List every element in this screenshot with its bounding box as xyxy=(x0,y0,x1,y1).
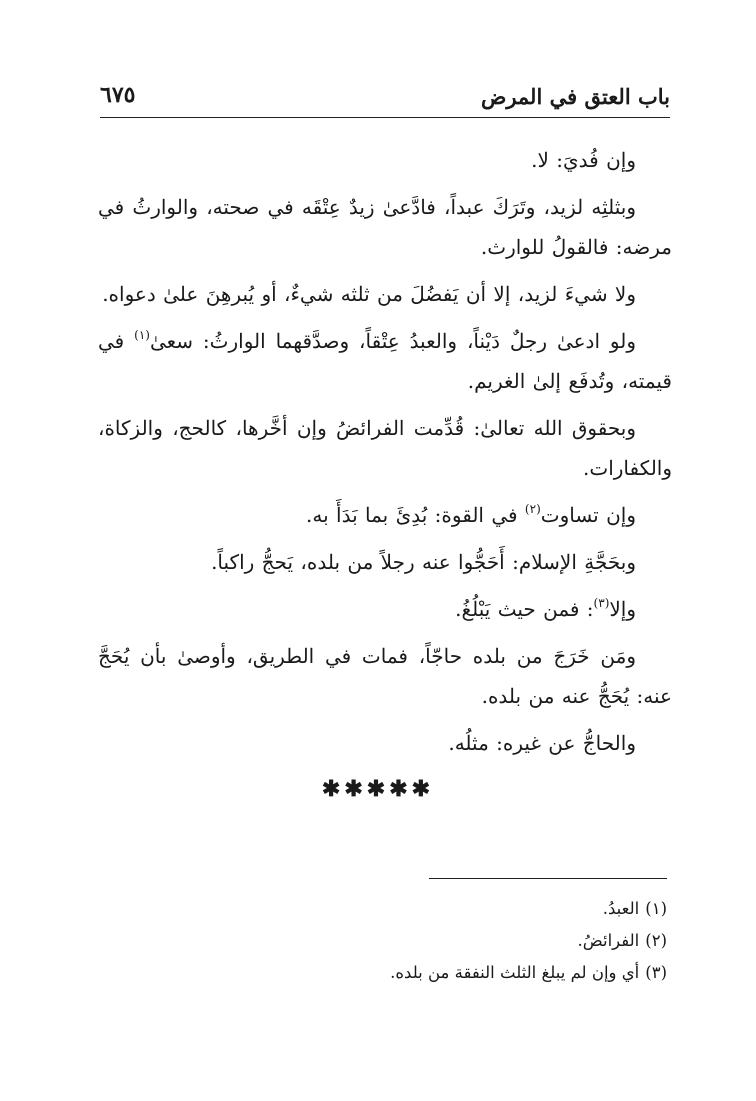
paragraph: ولو ادعىٰ رجلٌ دَيْناً، والعبدُ عِتْقاً، وصدَّقهما الوارثُ: سعىٰ$^{(١)}$ في قيمته، وتُدفَع إلىٰ الغريم. xyxy=(98,328,672,393)
running-header xyxy=(100,82,670,116)
footnote-marker: (٣) xyxy=(593,596,610,610)
footnote-marker: (١) xyxy=(134,328,150,342)
footnote-rule xyxy=(429,878,667,879)
footnote: (٢)الفرائضُ. xyxy=(577,931,667,950)
main-text xyxy=(98,140,672,763)
paragraph: وبحَجَّةِ الإسلام: أَحَجُّوا عنه رجلاً من بلده، يَحجُّ راكباً. xyxy=(211,550,636,574)
footnote-marker: (٢) xyxy=(524,502,541,516)
paragraph: وإلا$^{(٣)}$: فمن حيث يَبْلُغُ. xyxy=(455,596,636,621)
page-number: ٦٧٥ xyxy=(100,82,136,108)
chapter-title: باب العتق في المرض xyxy=(480,84,670,109)
paragraph: وبثلثِه لزيد، وتَرَكَ عبداً، فادَّعىٰ زيدٌ عِتْقَه في صحته، والوارثُ في مرضه: فالقولُ للوارث. xyxy=(98,195,672,259)
paragraph: ومَن خَرَجَ من بلده حاجّاً، فمات في الطريق، وأوصىٰ بأن يُحَجَّ عنه: يُحَجُّ عنه من بلده. xyxy=(98,644,672,708)
paragraph: وإن فُديَ: لا. xyxy=(531,148,636,172)
paragraph: وإن تساوت$^{(٢)}$ في القوة: بُدِئَ بما بَدَأَ به. xyxy=(306,502,636,527)
footnotes xyxy=(200,893,667,989)
paragraph: وبحقوق الله تعالىٰ: قُدِّمت الفرائضُ وإن أخَّرها، كالحج، والزكاة، والكفارات. xyxy=(98,416,672,480)
section-divider: ✱✱✱✱✱ xyxy=(321,776,435,802)
footnote: (٣)أي وإن لم يبلغ الثلث النفقة من بلده. xyxy=(390,963,667,982)
paragraph: ولا شيءَ لزيد، إلا أن يَفضُلَ من ثلثه شيءٌ، أو يُبرهِنَ علىٰ دعواه. xyxy=(102,282,636,306)
footnote: (١)العبدُ. xyxy=(602,899,667,918)
paragraph: والحاجُّ عن غيره: مثلُه. xyxy=(448,731,636,755)
header-rule xyxy=(100,117,670,118)
